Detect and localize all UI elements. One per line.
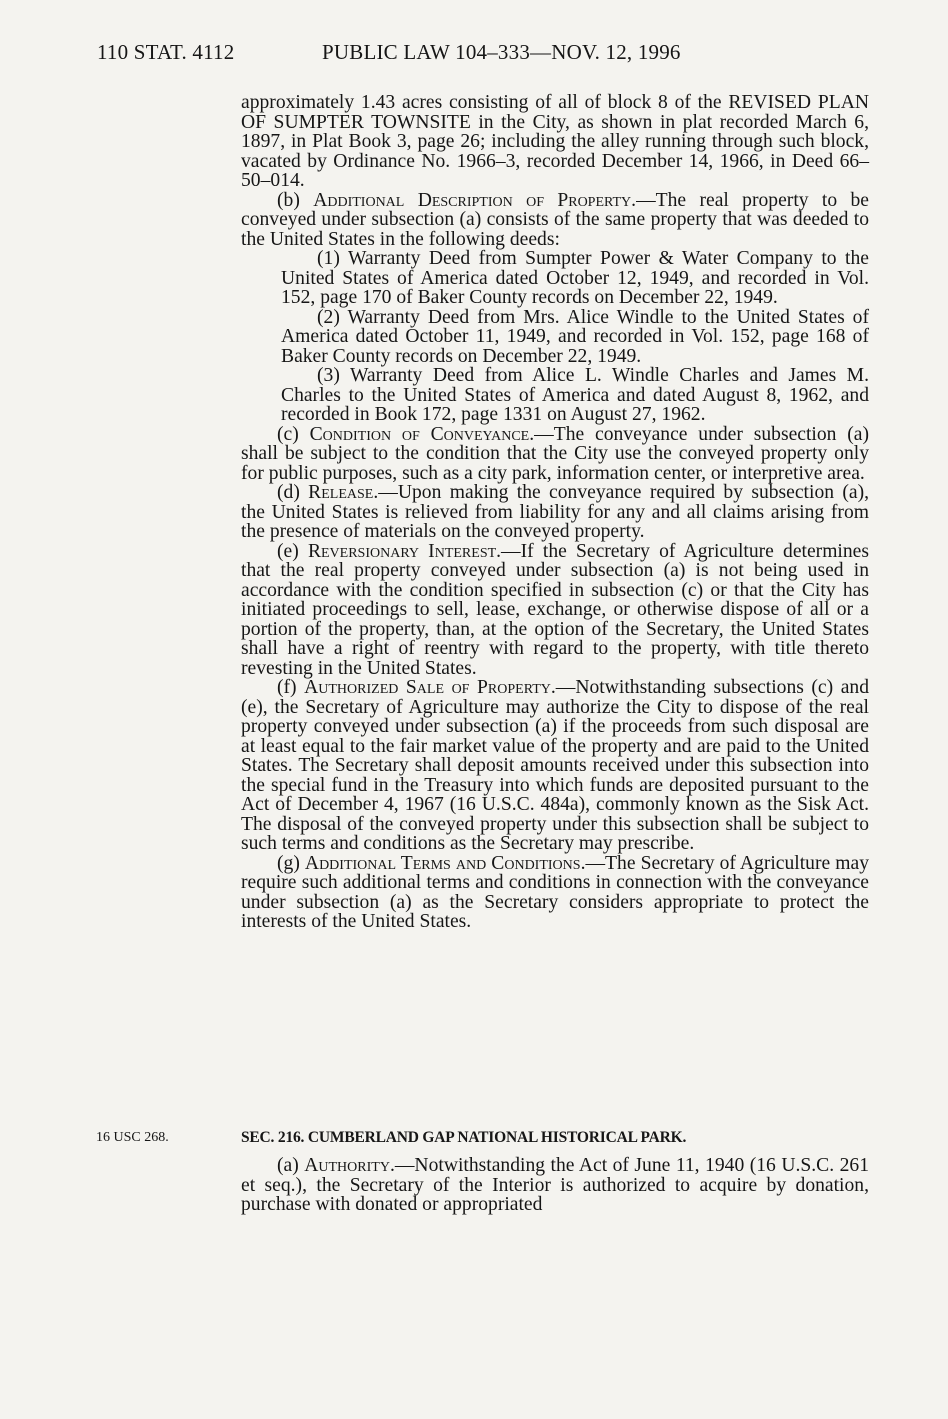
subsection-c-heading: Condition of Conveyance [309, 423, 530, 445]
deed-item-1: (1) Warranty Deed from Sumpter Power & Water Company to the United States of America dated October 12, 1949, and recorded in Vol. 152, page 170 of Baker County records on December 22, 1949. [281, 248, 869, 308]
subsection-e-label: (e) [277, 540, 299, 562]
subsection-b-heading: Additional Description of Property [313, 189, 632, 211]
page-header [97, 40, 681, 65]
subsection-e-heading: Reversionary Interest [307, 540, 497, 562]
subsection-c [241, 425, 869, 484]
subsection-e-text: .—If the Secretary of Agriculture determines that the real property conveyed under subsection (a) is not being used in accordance with the condition specified in subsection (c) or that the City has initiated proceedings to sell, lease, exchange, or otherwise dispose of all or a portion of the property, than, at the option of the Secretary, the United States shall have a right of reentry with regard to the property, with title thereto revesting in the United States. [241, 540, 869, 679]
section-heading: SEC. 216. CUMBERLAND GAP NATIONAL HISTORICAL PARK. [241, 1129, 687, 1146]
subsection-g-text: .—The Secretary of Agriculture may require such additional terms and conditions in connection with the conveyance under subsection (a) as the Secretary considers appropriate to protect the interests of the United States. [241, 852, 869, 932]
deed-item-2: (2) Warranty Deed from Mrs. Alice Windle to the United States of America dated October 11, 1949, and recorded in Vol. 152, page 168 of Baker County records on December 22, 1949. [281, 306, 869, 367]
paragraph-continuation: approximately 1.43 acres consisting of all of block 8 of the REVISED PLAN OF SUMPTER TOWNSITE in the City, as shown in plat recorded March 6, 1897, in Plat Book 3, page 26; including the alley running through such block, vacated by Ordinance No. 1966–3, recorded December 14, 1966, in Deed 66–50–014. [241, 92, 869, 191]
subsection-e [241, 542, 869, 679]
subsection-d-heading: Release [308, 482, 374, 503]
subsection-f [241, 678, 869, 854]
subsection-g-heading: Additional Terms and Conditions [304, 852, 581, 874]
law-title: PUBLIC LAW 104–333—NOV. 12, 1996 [322, 40, 681, 64]
section-216-body [241, 1156, 869, 1215]
body-text [241, 93, 869, 932]
subsection-b-label: (b) [277, 189, 300, 211]
subsection-g [241, 854, 869, 932]
subsection-f-heading: Authorized Sale of Property [304, 677, 551, 698]
usc-margin-note: 16 USC 268. [96, 1130, 169, 1145]
subsection-d-text: .—Upon making the conveyance required by subsection (a), the United States is relieved from liability for any and all claims arising from the presence of materials on the conveyed property. [241, 482, 869, 542]
section-216-a-heading: Authority [304, 1155, 390, 1176]
subsection-d-label: (d) [277, 482, 300, 503]
deed-item-3: (3) Warranty Deed from Alice L. Windle Charles and James M. Charles to the United States of America and dated August 8, 1962, and recorded in Book 172, page 1331 on August 27, 1962. [281, 365, 869, 425]
subsection-c-text: .—The conveyance under subsection (a) shall be subject to the condition that the City use the conveyed property only for public purposes, such as a city park, information center, or interpretive area. [241, 423, 870, 484]
subsection-b [241, 191, 869, 250]
subsection-d [241, 483, 869, 542]
subsection-f-text: .—Notwithstanding subsections (c) and (e), the Secretary of Agriculture may authorize the City to dispose of the real property conveyed under subsection (a) if the proceeds from such disposal are at least equal to the fair market value of the property and are paid to the United States. The Secretary shall deposit amounts received under this subsection into the special fund in the Treasury into which funds are deposited pursuant to the Act of December 4, 1967 (16 U.S.C. 484a), commonly known as the Sisk Act. The disposal of the conveyed property under this subsection shall be subject to such terms and conditions as the Secretary may prescribe. [241, 677, 869, 854]
section-216-a-text: .—Notwithstanding the Act of June 11, 1940 (16 U.S.C. 261 et seq.), the Secretary of the Interior is authorized to acquire by donation, purchase with donated or appropriated [241, 1155, 869, 1215]
section-216-a-label: (a) [277, 1155, 299, 1176]
subsection-g-label: (g) [277, 852, 300, 874]
stat-citation: 110 STAT. 4112 [97, 40, 235, 64]
section-216-subsection-a [241, 1156, 869, 1215]
subsection-f-label: (f) [277, 677, 297, 698]
subsection-b-text: .—The real property to be conveyed under subsection (a) consists of the same property that was deeded to the United States in the following deeds: [241, 189, 869, 250]
subsection-c-label: (c) [277, 423, 299, 445]
